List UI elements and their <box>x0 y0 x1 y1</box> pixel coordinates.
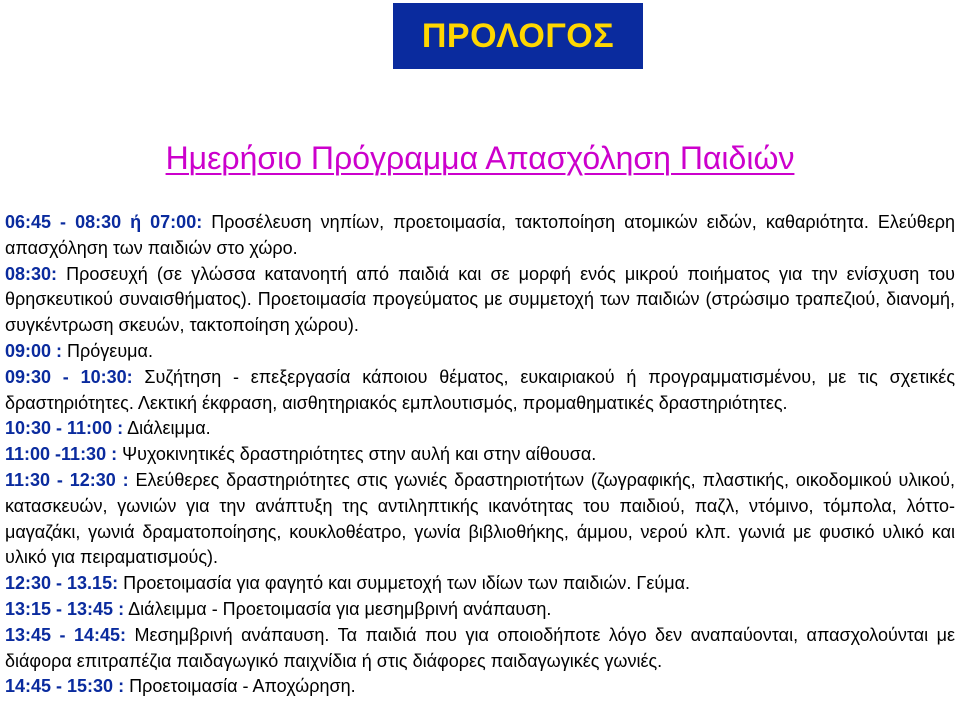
entry-text: Ελεύθερες δραστηριότητες στις γωνιές δραστηριοτήτων (ζωγραφικής, πλαστικής, οικοδομικού υλικού, κατασκευών, γωνιών για την ανάπτυξη της αντιληπτικής ικανότητας του παιδιού, παζλ, ντόμινο, τόμπολα, λόττο-μαγαζάκι, γωνιά δραματοποίησης, κουκλοθέατρο, γωνία βιβλιοθήκης, άμμου, νερού κλπ. γωνιά με φυσικό υλικό και υλικό για πειραματισμούς). <box>5 469 955 568</box>
entry-text: Συζήτηση - επεξεργασία κάποιου θέματος, ευκαιριακού ή προγραμματισμένου, με τις σχετικές δραστηριότητες. Λεκτική έκφραση, αισθητηριακός εμπλουτισμός, προμαθηματικές δραστηριότητες. <box>5 366 955 413</box>
entry-time: 13:45 - 14:45: <box>5 624 127 645</box>
entry-time: 12:30 - 13.15: <box>5 573 119 594</box>
entry-text: Προσευχή (σε γλώσσα κατανοητή από παιδιά και σε μορφή ενός μικρού ποιήματος για την ενίσχυση του θρησκευτικού συναισθήματος). Προετοιμασία προγεύματος με συμμετοχή των παιδιών (στρώσιμο τραπεζιού, διανομή, συγκέντρωση σκευών, τακτοποίηση χώρου). <box>5 263 955 336</box>
entry-time: 13:15 - 13:45 : <box>5 598 125 619</box>
schedule-entry <box>5 468 955 571</box>
entry-text: Διάλειμμα - Προετοιμασία για μεσημβρινή ανάπαυση. <box>124 598 552 619</box>
entry-text: Διάλειμμα. <box>123 418 211 439</box>
entry-text: Προσέλευση νηπίων, προετοιμασία, τακτοποίηση ατομικών ειδών, καθαριότητα. Ελεύθερη απασχόληση των παιδιών στο χώρο. <box>5 212 955 258</box>
entry-time: 10:30 - 11:00 : <box>5 418 124 439</box>
schedule-entry <box>5 339 955 365</box>
entry-time: 09:00 : <box>5 340 63 361</box>
schedule-entry <box>5 623 955 675</box>
schedule-entry <box>5 442 955 468</box>
entry-text: Ψυχοκινητικές δραστηριότητες στην αυλή και στην αίθουσα. <box>117 444 597 465</box>
schedule-list <box>5 210 955 700</box>
schedule-heading: Ημερήσιο Πρόγραμμα Απασχόληση Παιδιών <box>165 140 795 176</box>
entry-text: Μεσημβρινή ανάπαυση. Τα παιδιά που για οποιοδήποτε λόγο δεν αναπαύονται, απασχολούνται με διάφορα επιτραπέζια παιδαγωγικό παιχνίδια ή στις διάφορες παιδαγωγικές γωνιές. <box>5 624 955 671</box>
schedule-entry <box>5 571 955 597</box>
entry-time: 11:00 -11:30 : <box>5 444 118 465</box>
schedule-entry <box>5 674 955 700</box>
schedule-entry <box>5 210 955 262</box>
schedule-entry <box>5 597 955 623</box>
entry-text: Προετοιμασία - Αποχώρηση. <box>124 676 356 697</box>
entry-text: Πρόγευμα. <box>62 340 153 361</box>
entry-time: 14:45 - 15:30 : <box>5 676 125 697</box>
page-title: ΠΡΟΛΟΓΟΣ <box>421 16 615 55</box>
schedule-entry <box>5 416 955 442</box>
schedule-entry <box>5 365 955 417</box>
schedule-entry <box>5 262 955 339</box>
entry-time: 06:45 - 08:30 ή 07:00: <box>5 212 203 232</box>
entry-text: Προετοιμασία για φαγητό και συμμετοχή των ιδίων των παιδιών. Γεύμα. <box>118 573 690 594</box>
entry-time: 09:30 - 10:30: <box>5 366 133 387</box>
title-banner <box>393 3 643 69</box>
entry-time: 11:30 - 12:30 : <box>5 469 129 490</box>
entry-time: 08:30: <box>5 263 58 284</box>
